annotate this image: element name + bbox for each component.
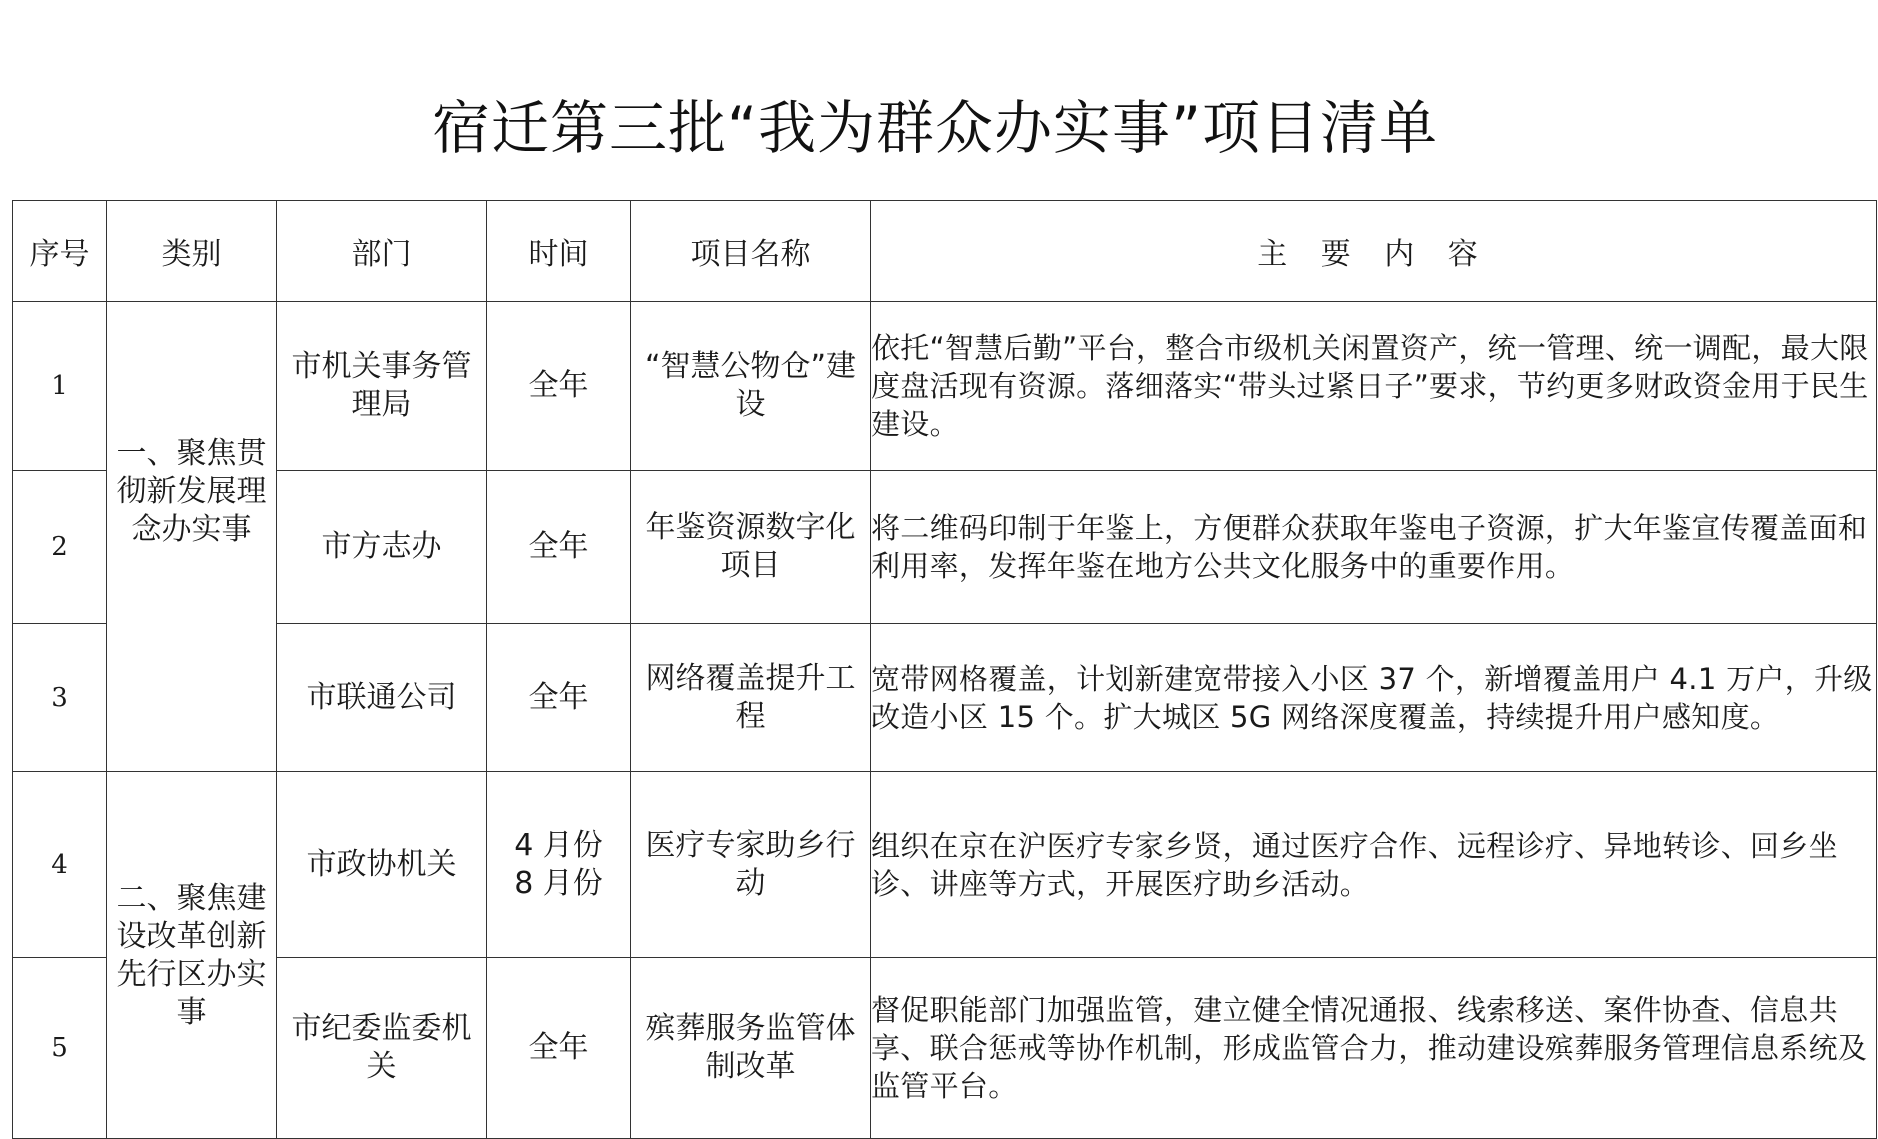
- row-index: 4: [13, 772, 107, 958]
- row-index: 3: [13, 624, 107, 772]
- table-row: [13, 302, 1877, 471]
- page-title: 宿迁第三批“我为群众办实事”项目清单: [431, 94, 1439, 162]
- category-cell: 一、聚焦贯彻新发展理念办实事: [107, 302, 277, 772]
- row-index: 1: [13, 302, 107, 471]
- row-content: 督促职能部门加强监管，建立健全情况通报、线索移送、案件协查、信息共享、联合惩戒等协作机制，形成监管合力，推动建设殡葬服务管理信息系统及监管平台。: [871, 958, 1877, 1139]
- row-content: 将二维码印制于年鉴上，方便群众获取年鉴电子资源，扩大年鉴宣传覆盖面和利用率，发挥年鉴在地方公共文化服务中的重要作用。: [871, 471, 1877, 624]
- row-time: 全年: [487, 624, 631, 772]
- row-content: 组织在京在沪医疗专家乡贤，通过医疗合作、远程诊疗、异地转诊、回乡坐诊、讲座等方式，开展医疗助乡活动。: [871, 772, 1877, 958]
- header-department: 部门: [277, 201, 487, 302]
- header-time: 时间: [487, 201, 631, 302]
- row-department: 市政协机关: [277, 772, 487, 958]
- header-project: 项目名称: [631, 201, 871, 302]
- row-time-line: 4 月份: [514, 827, 603, 863]
- category-cell: 二、聚焦建设改革创新先行区办实事: [107, 772, 277, 1139]
- row-index: 5: [13, 958, 107, 1139]
- table-row: [13, 624, 1877, 772]
- header-index: 序号: [13, 201, 107, 302]
- row-department: 市机关事务管理局: [277, 302, 487, 471]
- row-department: 市方志办: [277, 471, 487, 624]
- row-project: 医疗专家助乡行动: [631, 772, 871, 958]
- row-index: 2: [13, 471, 107, 624]
- row-department: 市联通公司: [277, 624, 487, 772]
- row-project: 网络覆盖提升工程: [631, 624, 871, 772]
- row-project: “智慧公物仓”建设: [631, 302, 871, 471]
- row-project: 殡葬服务监管体制改革: [631, 958, 871, 1139]
- header-row: [13, 201, 1877, 302]
- row-time: 全年: [487, 302, 631, 471]
- row-content: 宽带网格覆盖，计划新建宽带接入小区 37 个，新增覆盖用户 4.1 万户，升级改造小区 15 个。扩大城区 5G 网络深度覆盖，持续提升用户感知度。: [871, 624, 1877, 772]
- row-project: 年鉴资源数字化项目: [631, 471, 871, 624]
- row-department: 市纪委监委机关: [277, 958, 487, 1139]
- row-time: 全年: [487, 958, 631, 1139]
- header-category: 类别: [107, 201, 277, 302]
- row-time-line: 8 月份: [514, 865, 603, 901]
- row-time: [487, 772, 631, 958]
- table-row: [13, 772, 1877, 958]
- project-table: [12, 200, 1877, 1139]
- row-time: 全年: [487, 471, 631, 624]
- table-row: [13, 471, 1877, 624]
- header-content: 主 要 内 容: [871, 201, 1877, 302]
- table-row: [13, 958, 1877, 1139]
- row-content: 依托“智慧后勤”平台，整合市级机关闲置资产，统一管理、统一调配，最大限度盘活现有资源。落细落实“带头过紧日子”要求，节约更多财政资金用于民生建设。: [871, 302, 1877, 471]
